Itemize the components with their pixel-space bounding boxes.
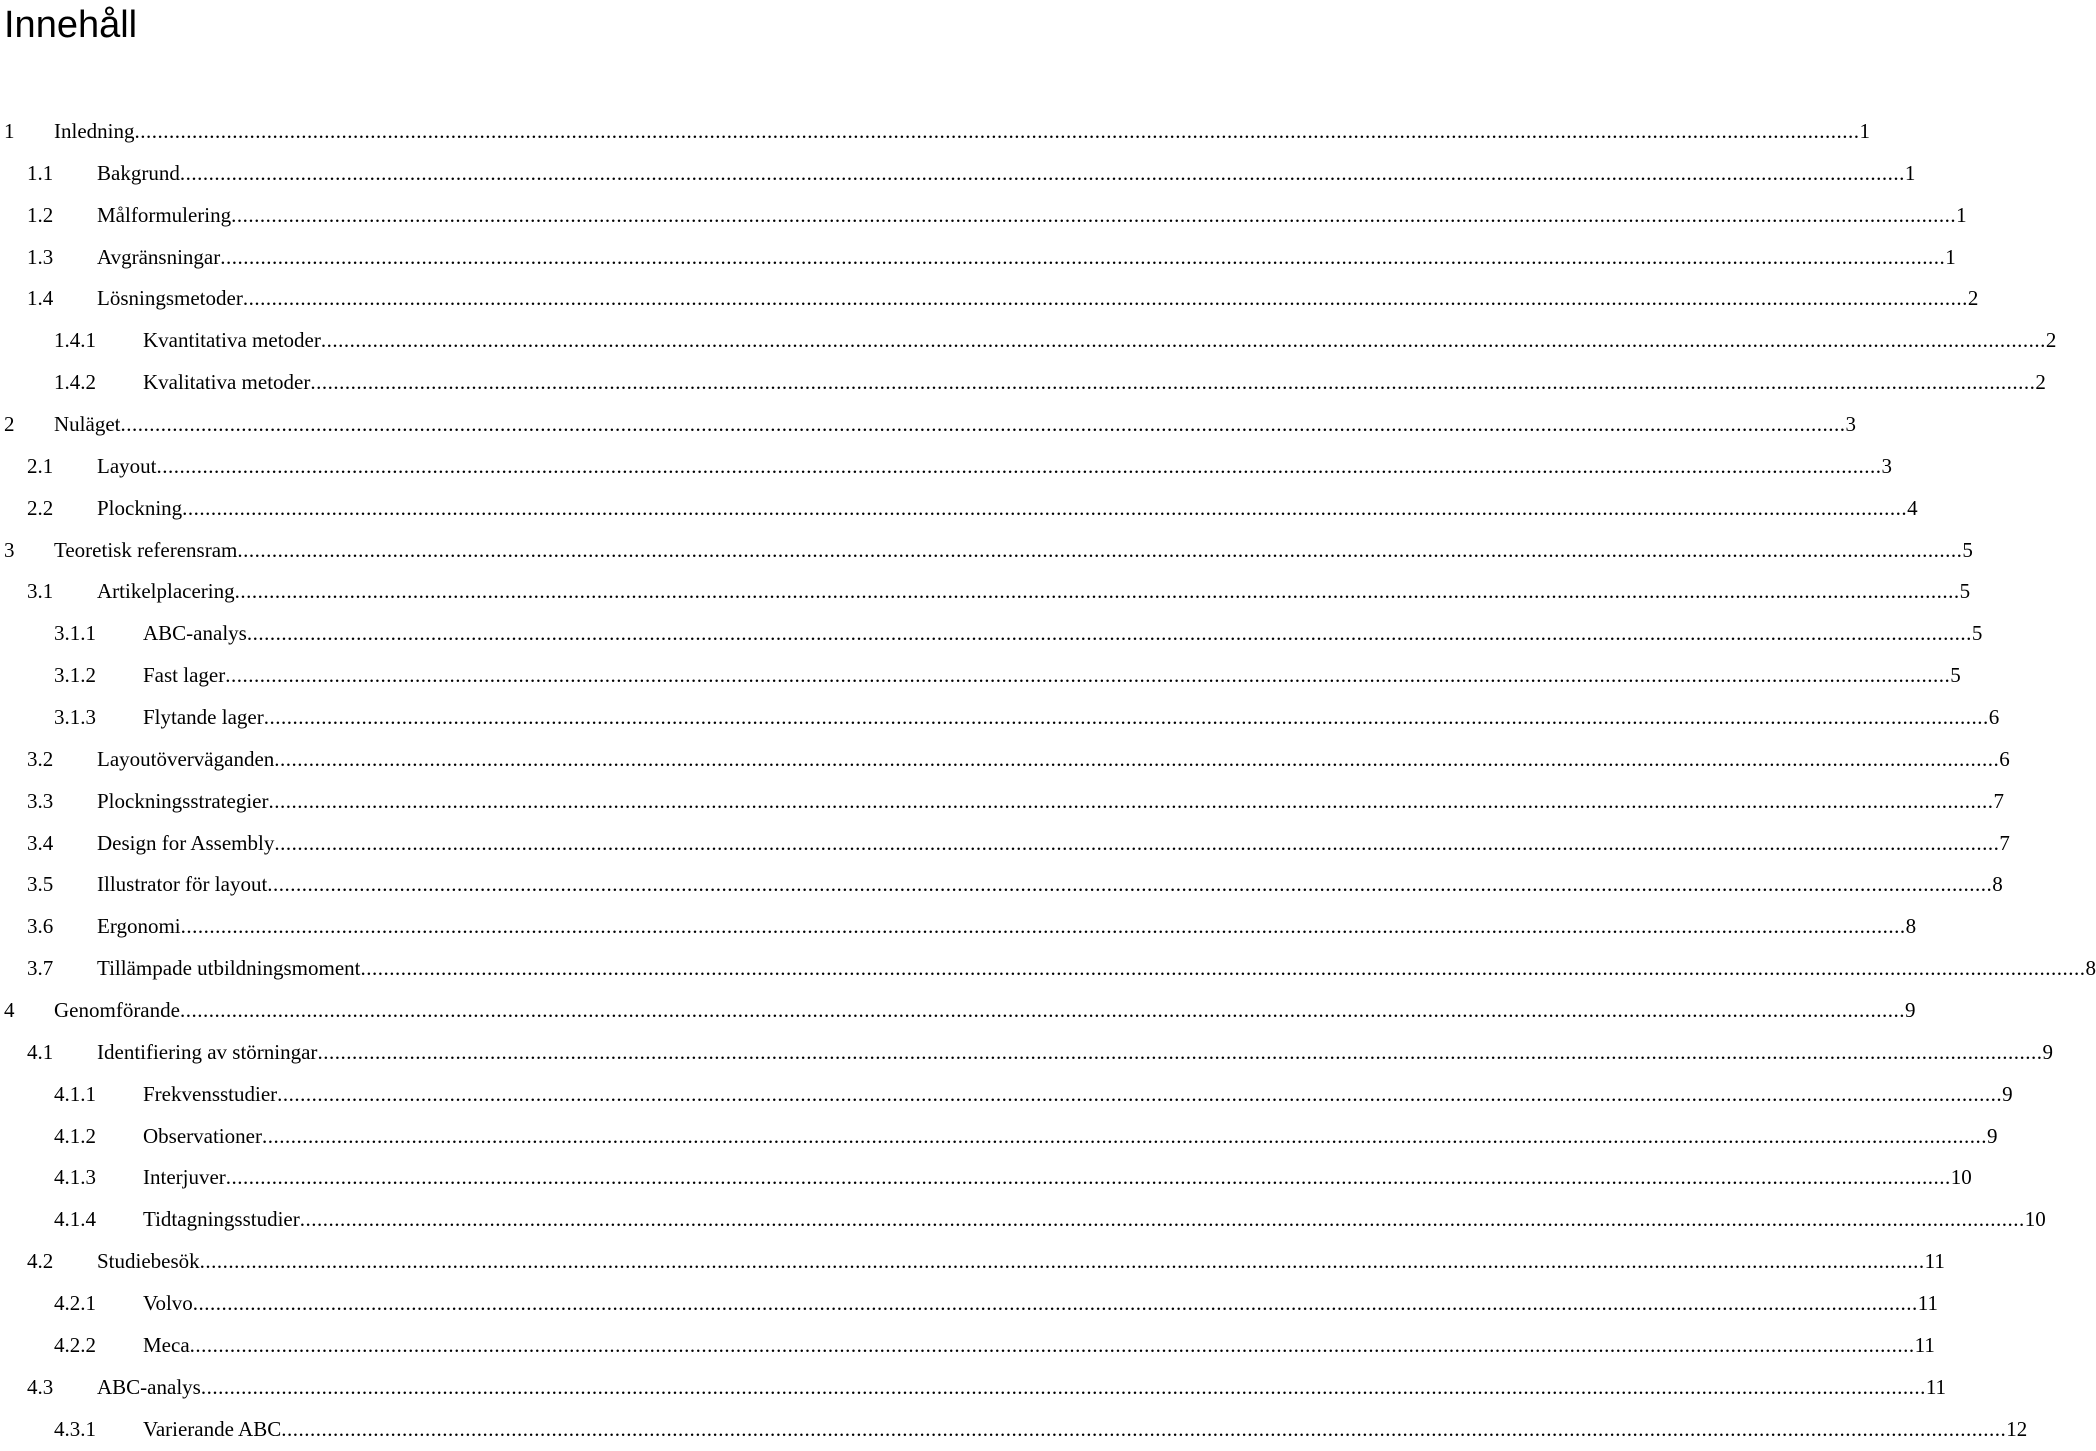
dot-leader: ............................................................................................................................................................................................................................................................................................................ <box>182 495 1908 520</box>
toc-entry-title: Frekvensstudier <box>143 1081 278 1106</box>
toc-heading: Innehåll <box>4 4 138 46</box>
toc-entry-title: ABC-analys <box>143 621 247 646</box>
toc-entry-page-number: 2 <box>2035 370 2046 395</box>
toc-entry[interactable] <box>0 697 2000 739</box>
toc-entry-page-number: 11 <box>1914 1332 1935 1357</box>
dot-leader: ............................................................................................................................................................................................................................................................................................................ <box>299 1207 2025 1232</box>
toc-entry[interactable] <box>0 906 1917 948</box>
toc-entry-title: Tidtagningsstudier <box>143 1207 300 1232</box>
toc-entry-line <box>97 571 1971 613</box>
toc-entry-page-number: 1 <box>1945 244 1956 269</box>
toc-entry[interactable] <box>0 278 1979 320</box>
toc-entry-page-number: 3 <box>1845 412 1856 437</box>
toc-entry-line <box>143 697 2000 739</box>
toc-entry-number: 3.6 <box>27 914 54 939</box>
dot-leader: ............................................................................................................................................................................................................................................................................................................ <box>189 1332 1915 1357</box>
dot-leader: ............................................................................................................................................................................................................................................................................................................ <box>274 830 2000 855</box>
toc-entry-number: 4.3 <box>27 1374 54 1399</box>
toc-entry-line <box>143 362 2046 404</box>
toc-entry-page-number: 8 <box>2085 956 2096 981</box>
toc-entry[interactable] <box>0 1367 1947 1409</box>
toc-entry-title: Meca <box>143 1332 190 1357</box>
dot-leader: ............................................................................................................................................................................................................................................................................................................ <box>268 788 1994 813</box>
toc-entry[interactable] <box>0 1199 2046 1241</box>
toc-entry-title: Bakgrund <box>97 160 180 185</box>
toc-entry-number: 4.1.1 <box>54 1081 96 1106</box>
toc-entry-number: 1.4.1 <box>54 328 96 353</box>
dot-leader: ............................................................................................................................................................................................................................................................................................................ <box>246 621 1972 646</box>
toc-entry-line <box>143 1116 1998 1158</box>
toc-entry[interactable] <box>0 530 1973 572</box>
toc-entry-page-number: 8 <box>1992 872 2003 897</box>
dot-leader: ............................................................................................................................................................................................................................................................................................................ <box>199 1249 1925 1274</box>
toc-entry-page-number: 7 <box>1993 788 2004 813</box>
toc-entry-title: Genomförande <box>54 998 180 1023</box>
toc-entry-number: 4.1 <box>27 1039 54 1064</box>
toc-entry-page-number: 9 <box>2002 1081 2013 1106</box>
toc-entry-line <box>97 488 1918 530</box>
toc-entry-page-number: 9 <box>1986 1123 1998 1148</box>
toc-entry-title: Illustrator för layout <box>97 872 268 897</box>
toc-entry-page-number: 1 <box>1904 160 1916 185</box>
toc-entry-number: 2.2 <box>27 495 54 520</box>
toc-entry-number: 4.1.3 <box>54 1165 96 1190</box>
toc-entry-title: Avgränsningar <box>97 244 221 269</box>
toc-entry-page-number: 1 <box>1859 119 1870 143</box>
toc-entry-number: 4.2.1 <box>54 1291 96 1316</box>
toc-entry-title: Tillämpade utbildningsmoment <box>97 956 361 981</box>
toc-entry-line <box>143 1409 2028 1451</box>
toc-entry-line <box>97 195 1967 237</box>
toc-entry-page-number: 2 <box>2045 328 2057 353</box>
toc-entry-line <box>54 530 1973 572</box>
toc-entry-title: Kvantitativa metoder <box>143 328 321 353</box>
toc-entry-title: Volvo <box>143 1291 193 1316</box>
toc-entry-number: 2.1 <box>27 453 54 478</box>
toc-entry-number: 3.1.2 <box>54 663 96 688</box>
toc-entry-line <box>143 1074 2013 1116</box>
toc-entry-title: Plockningsstrategier <box>97 788 269 813</box>
toc-entry-page-number: 9 <box>1904 998 1916 1023</box>
toc-entry-line <box>97 278 1979 320</box>
toc-entry-page-number: 9 <box>2042 1039 2053 1064</box>
dot-leader: ............................................................................................................................................................................................................................................................................................................ <box>134 119 1860 143</box>
toc-entry-number: 2 <box>4 412 15 437</box>
toc-entry-title: ABC-analys <box>97 1374 201 1399</box>
toc-entry[interactable] <box>0 237 1956 279</box>
toc-entry-line <box>97 948 2096 990</box>
toc-entry-line <box>54 111 1870 153</box>
dot-leader: ............................................................................................................................................................................................................................................................................................................ <box>225 1165 1951 1190</box>
toc-entry-line <box>143 655 1961 697</box>
dot-leader: ............................................................................................................................................................................................................................................................................................................ <box>120 412 1846 437</box>
toc-entry-number: 3.2 <box>27 746 54 771</box>
toc-entry-number: 4.2 <box>27 1249 54 1274</box>
dot-leader: ............................................................................................................................................................................................................................................................................................................ <box>317 1039 2043 1064</box>
dot-leader: ............................................................................................................................................................................................................................................................................................................ <box>179 160 1905 185</box>
toc-entry-page-number: 7 <box>1999 830 2010 855</box>
toc-entry[interactable] <box>0 948 2096 990</box>
toc-entry-number: 3.7 <box>27 956 54 981</box>
table-of-contents <box>0 111 2096 1451</box>
toc-entry-page-number: 5 <box>1971 621 1983 646</box>
dot-leader: ............................................................................................................................................................................................................................................................................................................ <box>179 998 1905 1023</box>
dot-leader: ............................................................................................................................................................................................................................................................................................................ <box>277 1081 2003 1106</box>
toc-entry-page-number: 1 <box>1956 202 1967 227</box>
toc-entry-number: 3.1.1 <box>54 621 96 646</box>
toc-entry[interactable] <box>0 571 1971 613</box>
toc-entry-page-number: 6 <box>1988 705 2000 730</box>
dot-leader: ............................................................................................................................................................................................................................................................................................................ <box>320 328 2046 353</box>
toc-entry-page-number: 5 <box>1950 663 1961 688</box>
toc-entry-title: Artikelplacering <box>97 579 235 604</box>
toc-entry-page-number: 12 <box>2006 1416 2028 1441</box>
dot-leader: ............................................................................................................................................................................................................................................................................................................ <box>274 746 2000 771</box>
toc-entry-number: 4.1.2 <box>54 1123 96 1148</box>
toc-entry[interactable] <box>0 990 1916 1032</box>
dot-leader: ............................................................................................................................................................................................................................................................................................................ <box>242 286 1968 311</box>
toc-entry-line <box>97 864 2003 906</box>
toc-entry-line <box>143 1283 1939 1325</box>
dot-leader: ............................................................................................................................................................................................................................................................................................................ <box>220 244 1946 269</box>
dot-leader: ............................................................................................................................................................................................................................................................................................................ <box>237 537 1963 562</box>
toc-entry-line <box>97 237 1956 279</box>
toc-entry[interactable] <box>0 195 1967 237</box>
toc-entry-page-number: 4 <box>1907 495 1918 520</box>
toc-entry[interactable] <box>0 1409 2028 1451</box>
toc-entry[interactable] <box>0 781 2004 823</box>
toc-entry-page-number: 5 <box>1962 537 1973 562</box>
toc-entry-title: Studiebesök <box>97 1249 200 1274</box>
dot-leader: ............................................................................................................................................................................................................................................................................................................ <box>263 705 1989 730</box>
toc-entry-title: Observationer <box>143 1123 262 1148</box>
toc-entry-number: 4 <box>4 998 15 1023</box>
toc-entry[interactable] <box>0 1157 1972 1199</box>
dot-leader: ............................................................................................................................................................................................................................................................................................................ <box>200 1374 1926 1399</box>
toc-entry-number: 1 <box>4 119 15 143</box>
toc-entry-title: Ergonomi <box>97 914 181 939</box>
toc-entry-line <box>97 1241 1945 1283</box>
toc-entry[interactable] <box>0 739 2010 781</box>
toc-entry-line <box>97 1367 1947 1409</box>
toc-entry-line <box>97 1032 2053 1074</box>
toc-entry-page-number: 11 <box>1917 1291 1939 1316</box>
toc-entry[interactable] <box>0 864 2003 906</box>
toc-entry[interactable] <box>0 655 1961 697</box>
dot-leader: ............................................................................................................................................................................................................................................................................................................ <box>231 202 1957 227</box>
toc-entry-number: 3.5 <box>27 872 54 897</box>
toc-entry-page-number: 6 <box>1999 746 2010 771</box>
toc-entry[interactable] <box>0 1116 1998 1158</box>
dot-leader: ............................................................................................................................................................................................................................................................................................................ <box>156 453 1882 478</box>
toc-entry-page-number: 8 <box>1905 914 1917 939</box>
toc-entry-line <box>97 739 2010 781</box>
toc-entry[interactable] <box>0 320 2057 362</box>
toc-entry[interactable] <box>0 613 1983 655</box>
dot-leader: ............................................................................................................................................................................................................................................................................................................ <box>261 1123 1987 1148</box>
toc-entry-number: 3.4 <box>27 830 54 855</box>
toc-entry[interactable] <box>0 1241 1945 1283</box>
dot-leader: ............................................................................................................................................................................................................................................................................................................ <box>281 1416 2007 1441</box>
toc-entry-number: 1.4.2 <box>54 370 96 395</box>
toc-entry-number: 1.4 <box>27 286 54 311</box>
toc-entry-line <box>97 446 1892 488</box>
toc-entry-page-number: 3 <box>1881 453 1892 478</box>
toc-entry[interactable] <box>0 1325 1935 1367</box>
toc-entry-title: Målformulering <box>97 202 232 227</box>
toc-entry-page-number: 5 <box>1959 579 1971 604</box>
toc-entry-title: Nuläget <box>54 412 121 437</box>
toc-entry-title: Identifiering av störningar <box>97 1039 318 1064</box>
dot-leader: ............................................................................................................................................................................................................................................................................................................ <box>267 872 1993 897</box>
toc-entry-line <box>54 404 1856 446</box>
toc-entry[interactable] <box>0 153 1916 195</box>
toc-entry-title: Teoretisk referensram <box>54 537 238 562</box>
toc-entry-title: Kvalitativa metoder <box>143 370 311 395</box>
toc-entry-page-number: 11 <box>1925 1374 1947 1399</box>
dot-leader: ............................................................................................................................................................................................................................................................................................................ <box>234 579 1960 604</box>
toc-entry-title: Interjuver <box>143 1165 226 1190</box>
toc-entry[interactable] <box>0 1283 1939 1325</box>
toc-entry-number: 1.1 <box>27 160 54 185</box>
toc-entry-title: Layoutöverväganden <box>97 746 275 771</box>
toc-entry-number: 3.1.3 <box>54 705 96 730</box>
toc-entry-number: 4.2.2 <box>54 1332 96 1357</box>
toc-entry-number: 3.3 <box>27 788 54 813</box>
dot-leader: ............................................................................................................................................................................................................................................................................................................ <box>310 370 2036 395</box>
toc-entry-number: 4.3.1 <box>54 1416 96 1441</box>
toc-entry[interactable] <box>0 823 2010 865</box>
toc-entry-title: Layout <box>97 453 157 478</box>
toc-entry-title: Fast lager <box>143 663 226 688</box>
toc-entry-number: 3.1 <box>27 579 54 604</box>
toc-entry-line <box>54 990 1916 1032</box>
dot-leader: ............................................................................................................................................................................................................................................................................................................ <box>225 663 1951 688</box>
toc-entry[interactable] <box>0 1032 2053 1074</box>
toc-entry-line <box>143 1325 1935 1367</box>
toc-entry[interactable] <box>0 111 1870 153</box>
toc-entry[interactable] <box>0 362 2046 404</box>
toc-entry-page-number: 10 <box>1950 1165 1972 1190</box>
toc-entry[interactable] <box>0 404 1856 446</box>
toc-entry-title: Design for Assembly <box>97 830 275 855</box>
toc-entry-number: 4.1.4 <box>54 1207 96 1232</box>
toc-entry-line <box>143 1157 1972 1199</box>
toc-entry-number: 3 <box>4 537 15 562</box>
toc-entry-title: Lösningsmetoder <box>97 286 243 311</box>
toc-entry-line <box>97 823 2010 865</box>
toc-entry-line <box>143 613 1983 655</box>
toc-entry-line <box>143 1199 2046 1241</box>
toc-entry-page-number: 2 <box>1967 286 1979 311</box>
toc-entry-title: Flytande lager <box>143 705 264 730</box>
toc-entry[interactable] <box>0 1074 2013 1116</box>
toc-entry[interactable] <box>0 446 1892 488</box>
toc-entry[interactable] <box>0 488 1918 530</box>
toc-entry-line <box>97 906 1917 948</box>
dot-leader: ............................................................................................................................................................................................................................................................................................................ <box>192 1291 1918 1316</box>
toc-entry-line <box>97 781 2004 823</box>
toc-entry-title: Inledning <box>54 119 135 143</box>
toc-entry-number: 1.3 <box>27 244 54 269</box>
dot-leader: ............................................................................................................................................................................................................................................................................................................ <box>180 914 1906 939</box>
toc-entry-number: 1.2 <box>27 202 54 227</box>
toc-entry-line <box>143 320 2057 362</box>
toc-entry-page-number: 10 <box>2024 1207 2046 1232</box>
toc-entry-title: Plockning <box>97 495 183 520</box>
toc-entry-page-number: 11 <box>1924 1249 1945 1274</box>
dot-leader: ............................................................................................................................................................................................................................................................................................................ <box>360 956 2086 981</box>
toc-entry-title: Varierande ABC <box>143 1416 282 1441</box>
toc-entry-line <box>97 153 1916 195</box>
